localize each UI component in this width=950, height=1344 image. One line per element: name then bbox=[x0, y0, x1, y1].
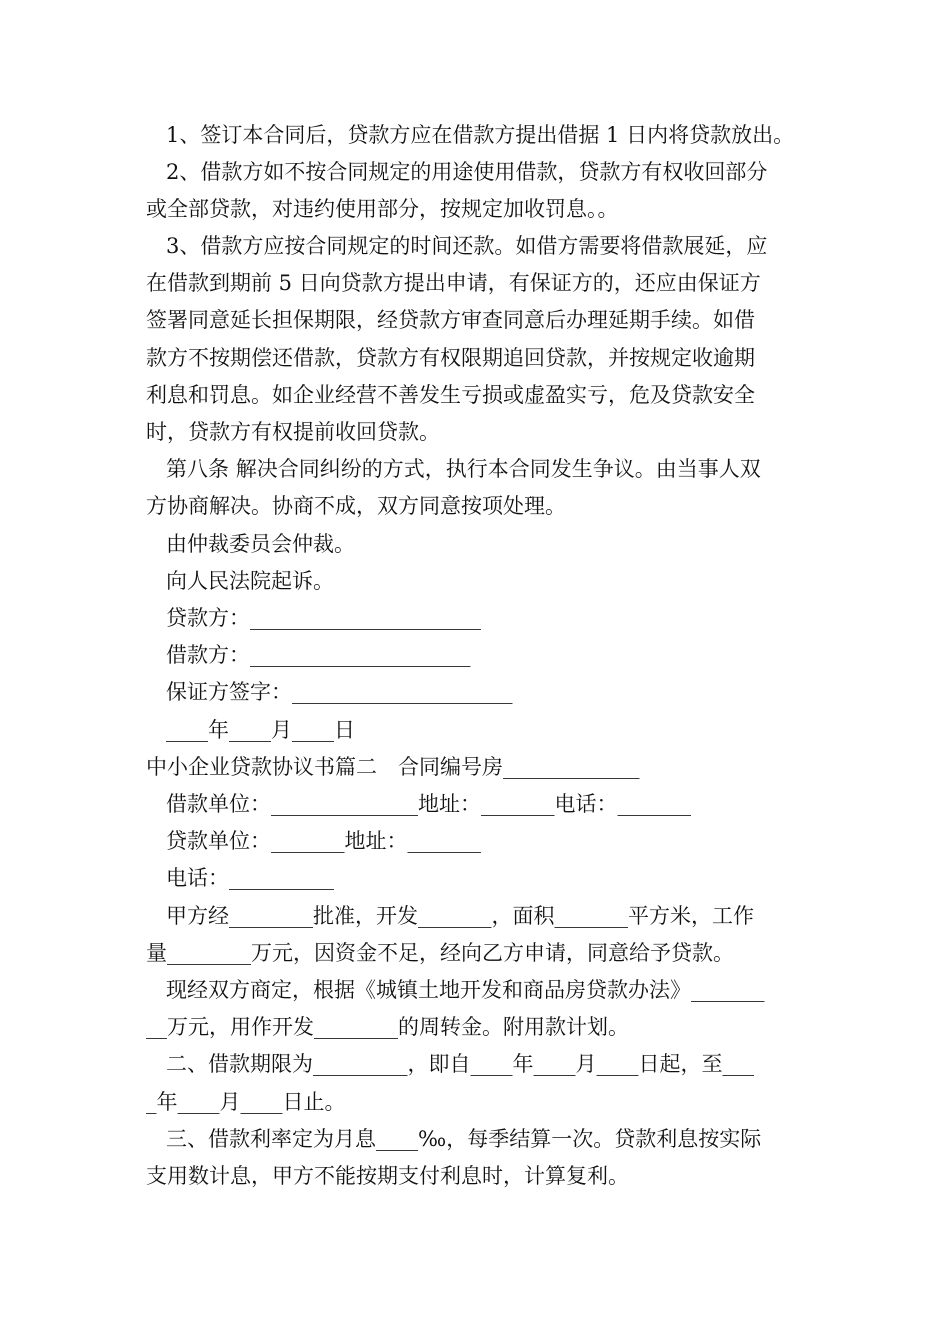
signature-line-borrower: 借款方：_____________________ bbox=[146, 643, 471, 667]
text-line: 量________万元，因资金不足，经向乙方申请，同意给予贷款。 bbox=[146, 941, 734, 965]
signature-line-guarantor: 保证方签字：_____________________ bbox=[146, 680, 513, 704]
text-line: 3、借款方应按合同规定的时间还款。如借方需要将借款展延，应 bbox=[146, 234, 768, 258]
text-line: 款方不按期偿还借款，贷款方有权限期追回贷款，并按规定收逾期 bbox=[146, 346, 755, 370]
section-heading: 中小企业贷款协议书篇二 合同编号房_____________ bbox=[146, 755, 640, 779]
text-line: 2、借款方如不按合同规定的用途使用借款，贷款方有权收回部分 bbox=[146, 160, 768, 184]
signature-line-lender: 贷款方：______________________ bbox=[146, 606, 482, 630]
text-line: 第八条 解决合同纠纷的方式，执行本合同发生争议。由当事人双 bbox=[146, 457, 761, 481]
text-line: 1、签订本合同后，贷款方应在借款方提出借据 1 日内将贷款放出。 bbox=[146, 123, 795, 147]
text-line: 向人民法院起诉。 bbox=[146, 569, 335, 593]
text-line: __万元，用作开发________的周转金。附用款计划。 bbox=[146, 1015, 629, 1039]
text-line: 或全部贷款，对违约使用部分，按规定加收罚息。。 bbox=[146, 197, 619, 221]
text-line: 在借款到期前 5 日向贷款方提出申请，有保证方的，还应由保证方 bbox=[146, 271, 761, 295]
text-line: 借款单位：______________地址：_______电话：_______ bbox=[146, 792, 692, 816]
text-line: 三、借款利率定为月息____‰，每季结算一次。贷款利息按实际 bbox=[146, 1127, 762, 1151]
text-line: 签署同意延长担保期限，经贷款方审查同意后办理延期手续。如借 bbox=[146, 308, 755, 332]
text-line: 时，贷款方有权提前收回贷款。 bbox=[146, 420, 440, 444]
text-line: 电话：__________ bbox=[146, 866, 335, 890]
text-line: 利息和罚息。如企业经营不善发生亏损或虚盈实亏，危及贷款安全 bbox=[146, 383, 755, 407]
text-line: 方协商解决。协商不成，双方同意按项处理。 bbox=[146, 494, 566, 518]
text-line: _年____月____日止。 bbox=[146, 1090, 346, 1114]
date-line: ____年____月____日 bbox=[146, 718, 356, 742]
text-line: 由仲裁委员会仲裁。 bbox=[146, 532, 356, 556]
text-line: 支用数计息，甲方不能按期支付利息时，计算复利。 bbox=[146, 1164, 629, 1188]
text-line: 二、借款期限为_________，即自____年____月____日起，至___ bbox=[146, 1052, 755, 1076]
text-line: 甲方经________批准，开发_______，面积_______平方米，工作 bbox=[146, 904, 755, 928]
text-line: 贷款单位：_______地址：_______ bbox=[146, 829, 482, 853]
text-line: 现经双方商定，根据《城镇土地开发和商品房贷款办法》_______ bbox=[146, 978, 765, 1002]
